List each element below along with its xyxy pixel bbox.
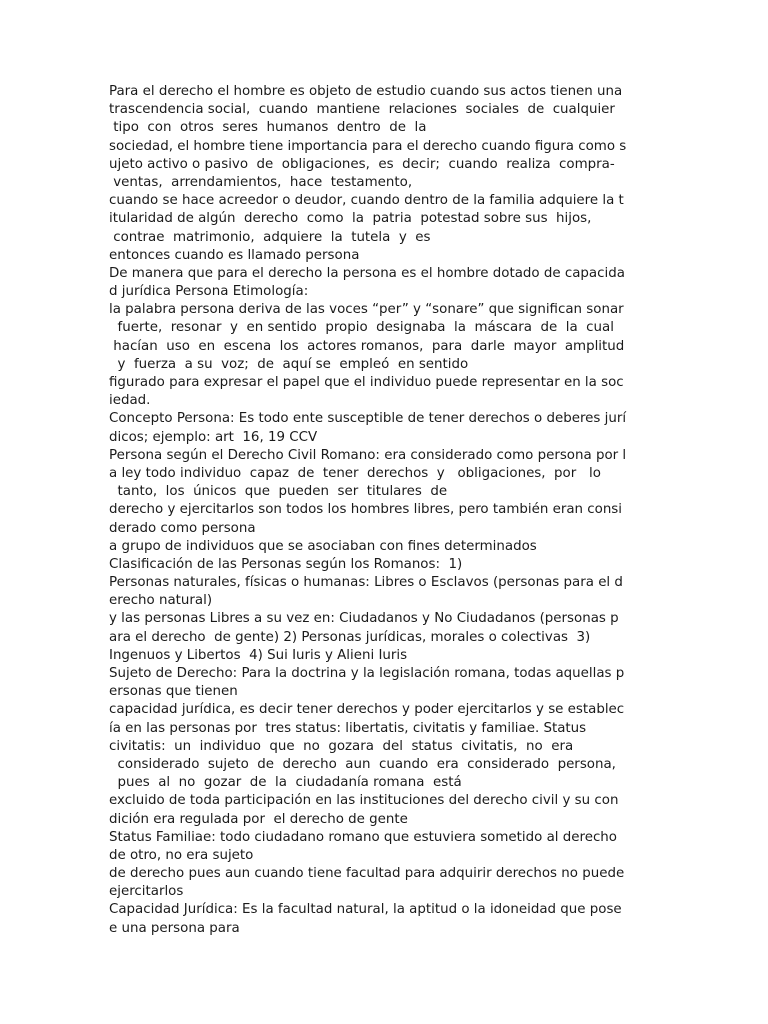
document-text-line: Sujeto de Derecho: Para la doctrina y la legislación romana, todas aquellas p [109,666,625,681]
document-text-line: ejercitarlos [109,884,184,900]
document-text-line: figurado para expresar el papel que el individuo puede representar en la soc [109,375,624,390]
document-text-line: erecho natural) [109,593,213,609]
document-text-line: dición era regulada por el derecho de gente [109,811,408,827]
document-text-line: ventas, arrendamientos, hace testamento, [109,174,413,190]
document-text-line: de otro, no era sujeto [109,847,254,863]
document-text-line: civitatis: un individuo que no gozara del status civitatis, no era [109,738,574,754]
document-text-line: pues al no gozar de la ciudadanía romana está [109,775,462,791]
document-text-line: e una persona para [109,920,240,936]
document-text-line: Persona según el Derecho Civil Romano: era considerado como persona por l [109,447,627,463]
document-text-line: excluido de toda participación en las instituciones del derecho civil y su con [109,793,619,809]
document-text-line: de derecho pues aun cuando tiene facultad para adquirir derechos no puede [109,866,625,882]
document-text-line: hacían uso en escena los actores romanos, para darle mayor amplitud [109,338,625,354]
document-text-line: tipo con otros seres humanos dentro de la [109,120,427,136]
document-text-line: Status Familiae: todo ciudadano romano que estuviera sometido al derecho [109,829,617,845]
document-text-line: tanto, los únicos que pueden ser titulares de [109,484,448,500]
document-text-line: trascendencia social, cuando mantiene relaciones sociales de cualquier [109,102,615,118]
document-text-line: a grupo de individuos que se asociaban con fines determinados [109,538,537,554]
document-text-line: dicos; ejemplo: art 16, 19 CCV [109,429,318,445]
document-text-line: capacidad jurídica, es decir tener derechos y poder ejercitarlos y se establec [109,702,625,718]
document-body [109,83,664,938]
document-text-line: derecho y ejercitarlos son todos los hombres libres, pero también eran consi [109,502,623,518]
document-text-line: Para el derecho el hombre es objeto de estudio cuando sus actos tienen una [109,84,623,99]
document-text-line: ara el derecho de gente) 2) Personas jurídicas, morales o colectivas 3) [109,629,591,645]
document-text-line: ersonas que tienen [109,684,238,700]
document-text-line: cuando se hace acreedor o deudor, cuando dentro de la familia adquiere la t [109,193,624,209]
document-text-line: y las personas Libres a su vez en: Ciudadanos y No Ciudadanos (personas p [109,611,619,627]
document-text-line: a ley todo individuo capaz de tener derechos y obligaciones, por lo [109,465,601,481]
document-text-line: ujeto activo o pasivo de obligaciones, es decir; cuando realiza compra- [109,156,615,172]
document-text-line: entonces cuando es llamado persona [109,247,360,263]
document-text-line: considerado sujeto de derecho aun cuando era considerado persona, [109,756,616,772]
document-text-line: fuerte, resonar y en sentido propio designaba la máscara de la cual [109,320,614,336]
document-text-line: sociedad, el hombre tiene importancia para el derecho cuando figura como s [109,138,627,154]
document-text-line: iedad. [109,393,151,409]
document-text-line: ía en las personas por tres status: libertatis, civitatis y familiae. Status [109,720,587,736]
document-text-line: contrae matrimonio, adquiere la tutela y es [109,229,431,245]
document-text-line: la palabra persona deriva de las voces “per” y “sonare” que significan sonar [109,302,624,318]
document-text-line: y fuerza a su voz; de aquí se empleó en sentido [109,356,469,372]
document-text-line: itularidad de algún derecho como la patria potestad sobre sus hijos, [109,211,592,227]
document-text-line: derado como persona [109,520,256,536]
document-text-line: De manera que para el derecho la persona es el hombre dotado de capacida [109,265,625,281]
document-text-line: Clasificación de las Personas según los Romanos: 1) [109,556,463,572]
document-text-line: Concepto Persona: Es todo ente susceptible de tener derechos o deberes jurí [109,411,627,427]
document-text-line: Personas naturales, físicas o humanas: Libres o Esclavos (personas para el d [109,575,623,591]
document-text-line: Ingenuos y Libertos 4) Sui Iuris y Alieni Iuris [109,647,408,663]
document-text-line: Capacidad Jurídica: Es la facultad natural, la aptitud o la idoneidad que pose [109,902,622,918]
document-text-line: d jurídica Persona Etimología: [109,284,309,300]
